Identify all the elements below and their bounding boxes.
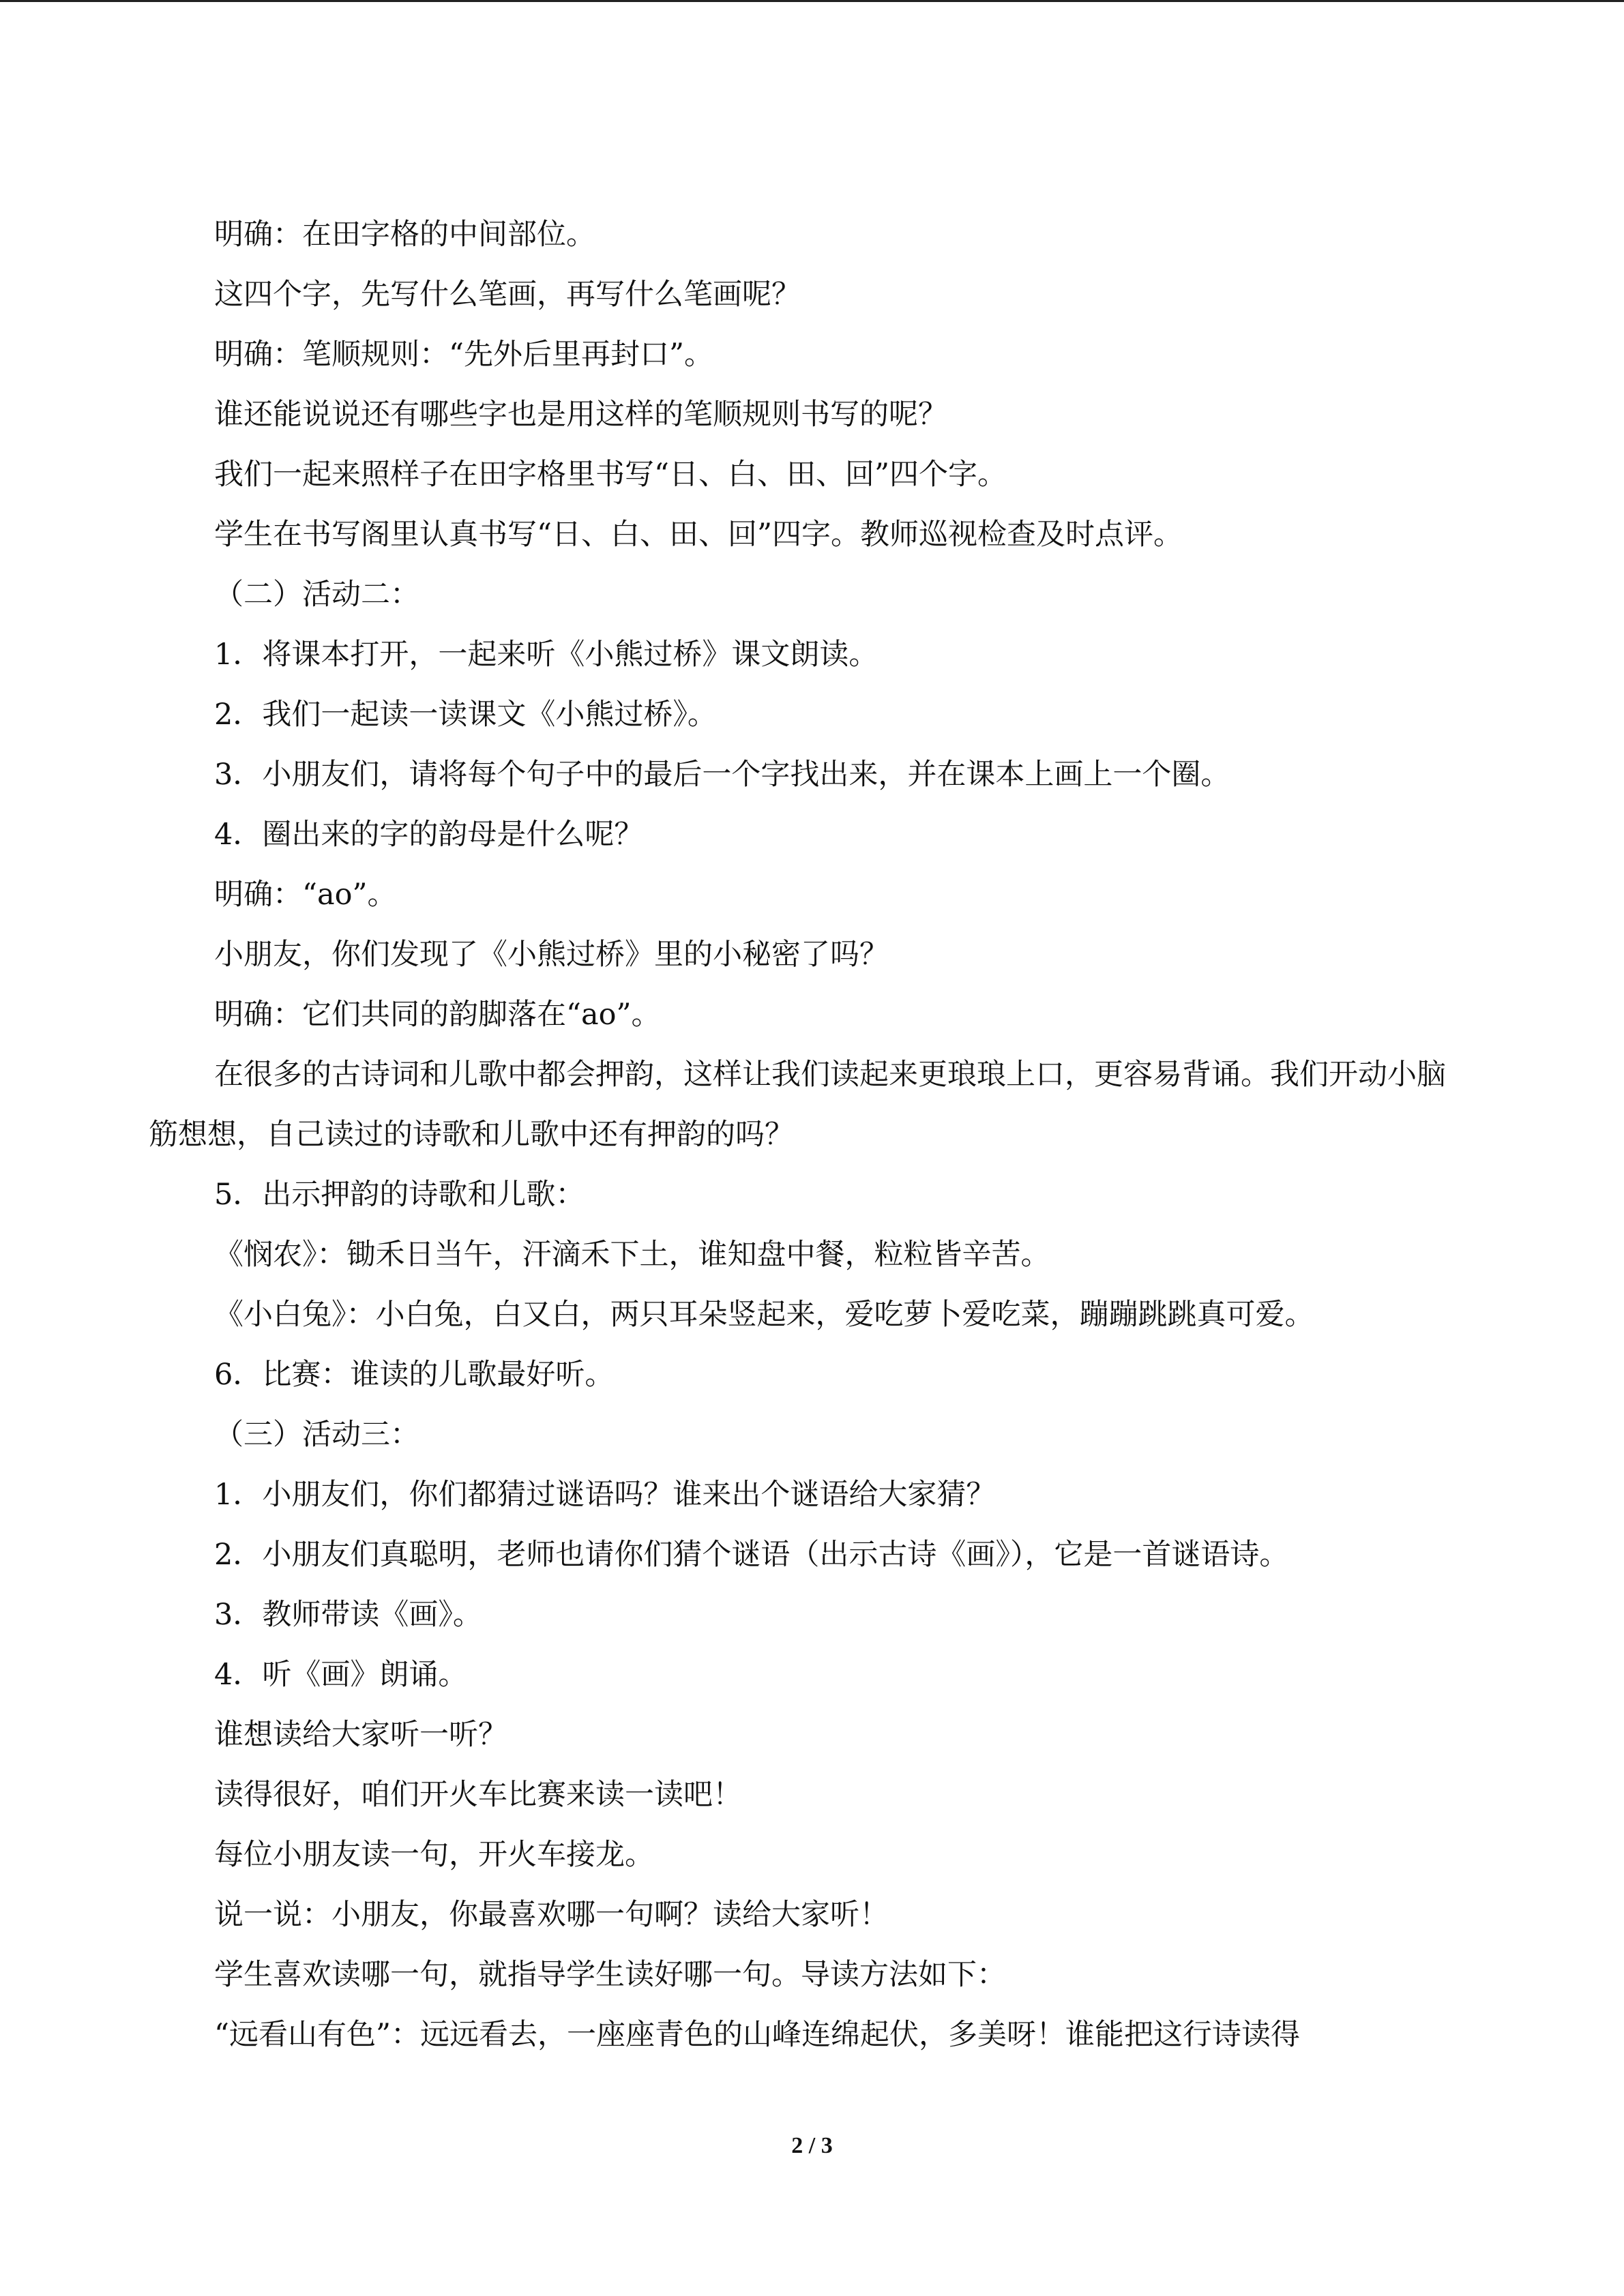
list-item: 3．教师带读《画》。 [214, 1598, 482, 1632]
list-item: 2．小朋友们真聪明，老师也请你们猜个谜语（出示古诗《画》），它是一首谜语诗。 [214, 1538, 1289, 1572]
paragraph: 小朋友，你们发现了《小熊过桥》里的小秘密了吗？ [214, 938, 889, 972]
poem-line: 《悯农》：锄禾日当午，汗滴禾下土，谁知盘中餐，粒粒皆辛苦。 [214, 1238, 1050, 1272]
poem-line: 《小白兔》：小白兔，白又白，两只耳朵竖起来，爱吃萝卜爱吃菜，蹦蹦跳跳真可爱。 [214, 1298, 1314, 1332]
paragraph: 明确：“ao”。 [214, 878, 397, 912]
document-body [149, 205, 1458, 2065]
list-item: 4．听《画》朗诵。 [214, 1658, 468, 1692]
paragraph: 学生喜欢读哪一句，就指导学生读好哪一句。导读方法如下： [214, 1958, 1006, 1992]
top-border-line [0, 0, 1624, 2]
list-item: 6．比赛：谁读的儿歌最好听。 [214, 1358, 615, 1392]
paragraph: 明确：它们共同的韵脚落在“ao”。 [214, 998, 661, 1032]
section-heading: （二）活动二： [214, 578, 419, 612]
list-item: 1．将课本打开，一起来听《小熊过桥》课文朗读。 [214, 638, 879, 672]
paragraph: 谁想读给大家听一听？ [214, 1718, 507, 1752]
paragraph: 这四个字，先写什么笔画，再写什么笔画呢？ [214, 278, 801, 312]
page-number: 2 / 3 [791, 2133, 833, 2158]
list-item: 3．小朋友们，请将每个句子中的最后一个字找出来，并在课本上画上一个圈。 [214, 758, 1230, 792]
paragraph: 读得很好，咱们开火车比赛来读一读吧！ [214, 1778, 742, 1812]
paragraph: 谁还能说说还有哪些字也是用这样的笔顺规则书写的呢？ [214, 398, 947, 432]
list-item: 5．出示押韵的诗歌和儿歌： [214, 1178, 585, 1212]
paragraph: 学生在书写阁里认真书写“日、白、田、回”四字。教师巡视检查及时点评。 [214, 518, 1183, 552]
paragraph: 明确：笔顺规则：“先外后里再封口”。 [214, 338, 713, 372]
section-heading: （三）活动三： [214, 1418, 419, 1452]
paragraph: 每位小朋友读一句，开火车接龙。 [214, 1838, 654, 1872]
paragraph: 在很多的古诗词和儿歌中都会押韵，这样让我们读起来更琅琅上口，更容易背诵。我们开动小脑筋想想，自己读过的诗歌和儿歌中还有押韵的吗？ [149, 1058, 1446, 1152]
list-item: 2．我们一起读一读课文《小熊过桥》。 [214, 698, 717, 732]
paragraph: “远看山有色”：远远看去，一座座青色的山峰连绵起伏，多美呀！谁能把这行诗读得 [214, 2018, 1300, 2052]
list-item: 4．圈出来的字的韵母是什么呢？ [214, 818, 644, 852]
list-item: 1．小朋友们，你们都猜过谜语吗？谁来出个谜语给大家猜？ [214, 1478, 996, 1512]
paragraph: 明确：在田字格的中间部位。 [214, 218, 595, 252]
paragraph: 我们一起来照样子在田字格里书写“日、白、田、回”四个字。 [214, 458, 1007, 492]
paragraph: 说一说：小朋友，你最喜欢哪一句啊？读给大家听！ [214, 1898, 889, 1932]
